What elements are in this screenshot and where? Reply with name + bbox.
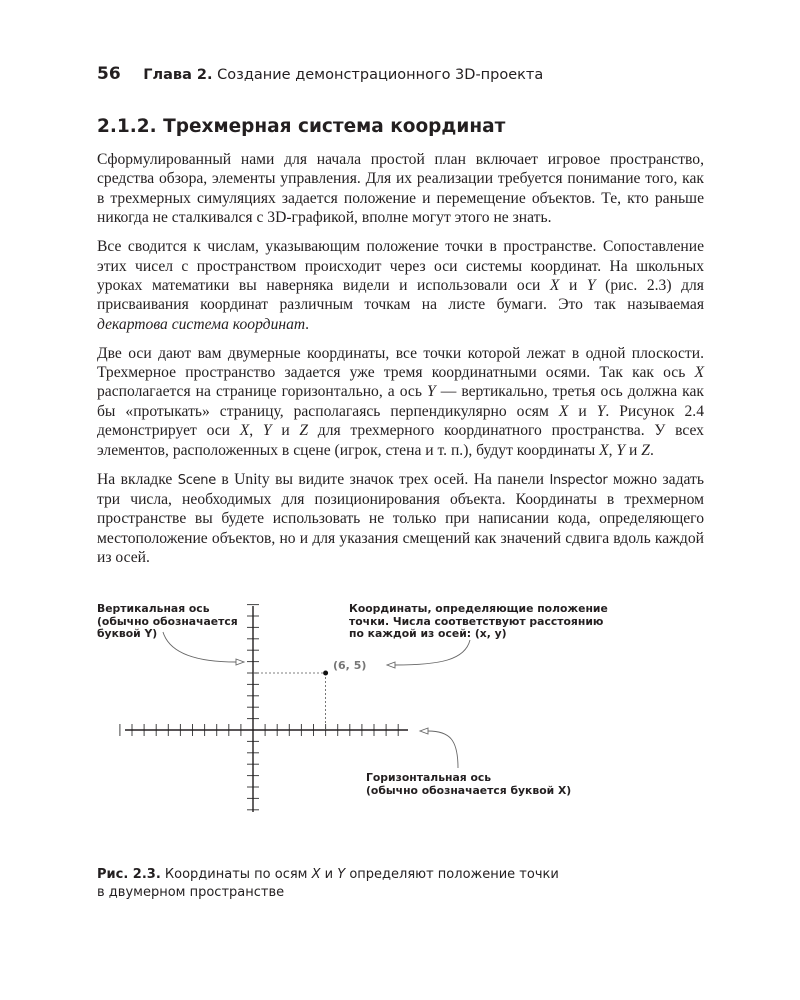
- arrowhead-icon: [387, 662, 395, 668]
- italic-text: X: [694, 364, 704, 382]
- paragraph: [97, 150, 704, 228]
- text-segment: ,: [249, 422, 263, 440]
- text-segment: для трехмерного координатного пространства. У всех элементов, расположенных в сцене (игрок, стена и т. п.), будут координаты: [97, 422, 704, 459]
- ui-term: Inspector: [549, 472, 608, 488]
- text-segment: . Рисунок 2.4 демонстрирует оси: [97, 402, 704, 440]
- figure-caption: [97, 866, 559, 902]
- italic-text: Y: [596, 402, 606, 420]
- italic-text: Z: [299, 422, 309, 440]
- caption-text: в двумерном пространстве: [97, 885, 285, 900]
- label-line: буквой Y): [97, 627, 158, 640]
- italic-text: X: [239, 422, 250, 440]
- italic-text: X: [549, 276, 560, 294]
- text-segment: можно задать три числа, необходимых для позиционирования объекта. Координаты в трехмерном пространстве вы будете использовать не только при написании кода, определяющего местоположение объектов, но и для указания смещений как значений сдвига вдоль каждой из осей.: [97, 470, 704, 567]
- italic-text: Y: [427, 383, 436, 401]
- caption-text: X: [311, 867, 321, 882]
- italic-text: Z: [641, 441, 650, 459]
- text-segment: и: [625, 441, 642, 459]
- text-segment: и: [271, 422, 300, 440]
- label-line: Вертикальная ось: [97, 602, 210, 615]
- point-marker: [323, 671, 328, 676]
- label-line: (обычно обозначается: [97, 614, 238, 628]
- label-horizontal-axis: [366, 772, 571, 797]
- paragraph: [97, 237, 704, 334]
- caption-text: Координаты по осям: [160, 867, 312, 882]
- italic-text: Y: [262, 422, 272, 440]
- italic-text: декартова система координат: [97, 315, 306, 333]
- point-label: (6, 5): [333, 659, 367, 672]
- text-segment: в Unity вы видите значок трех осей. На панели: [215, 470, 550, 488]
- body-text: [97, 150, 704, 577]
- arrow-horizontal-label: [428, 731, 458, 768]
- arrowhead-icon: [420, 728, 428, 734]
- paragraph: [97, 470, 704, 568]
- chapter-title: Создание демонстрационного 3D-проекта: [217, 67, 544, 83]
- chapter-label: Глава 2.: [143, 67, 213, 83]
- caption-text: Y: [337, 867, 346, 882]
- text-segment: .: [305, 315, 310, 333]
- text-segment: Все сводится к числам, указывающим положение точки в пространстве. Сопоставление этих чисел с пространством происходит через оси системы координат. На школьных уроках математики вы наверняка видели и использовали оси: [97, 238, 704, 294]
- label-vertical-axis: [97, 603, 238, 641]
- text-segment: Две оси дают вам двумерные координаты, все точки которой лежат в одной плоскости. Трехмерное пространство задается уже тремя координатными осями. Так как ось: [97, 344, 704, 382]
- text-segment: и: [568, 402, 597, 420]
- label-coordinates: [349, 603, 608, 641]
- text-segment: (рис. 2.3) для присваивания координат различным точкам на листе бумаги. Это так называемая: [97, 276, 704, 314]
- label-line: (обычно обозначается буквой X): [366, 783, 572, 797]
- label-line: Координаты, определяющие положение: [349, 602, 608, 615]
- text-segment: .: [649, 441, 654, 459]
- label-line: точки. Числа соответствуют расстоянию: [349, 614, 604, 628]
- running-header: [97, 64, 543, 84]
- caption-text: определяют положение точки: [345, 867, 559, 882]
- text-segment: На вкладке: [97, 470, 178, 488]
- caption-text: и: [320, 867, 338, 882]
- text-segment: и: [559, 276, 587, 294]
- ui-term: Scene: [177, 472, 216, 488]
- caption-prefix: Рис. 2.3.: [97, 867, 161, 882]
- arrow-coords-label: [395, 640, 470, 665]
- label-line: Горизонтальная ось: [366, 771, 492, 784]
- italic-text: X: [558, 402, 569, 420]
- section-title: 2.1.2. Трехмерная система координат: [97, 116, 506, 137]
- text-segment: — вертикально, третья ось должна как бы «протыкать» страницу, располагаясь перпендикулярно осям: [97, 383, 704, 420]
- text-segment: ,: [608, 441, 617, 459]
- text-segment: Сформулированный нами для начала простой план включает игровое пространство, средства обзора, элементы управления. Для их реализации требуется понимание того, как в трехмерных симуляциях задается положение и перемещение объектов. Те, кто раньше никогда не сталкивался с 3D-графикой, вполне могут этого не знать.: [97, 151, 704, 227]
- arrowhead-icon: [236, 659, 244, 665]
- page-number: 56: [97, 64, 121, 84]
- italic-text: Y: [616, 441, 626, 459]
- text-segment: располагается на странице горизонтально, а ось: [97, 383, 427, 401]
- italic-text: X: [599, 441, 609, 459]
- label-line: по каждой из осей: (x, y): [349, 627, 507, 640]
- paragraph: [97, 344, 704, 460]
- italic-text: Y: [586, 276, 596, 294]
